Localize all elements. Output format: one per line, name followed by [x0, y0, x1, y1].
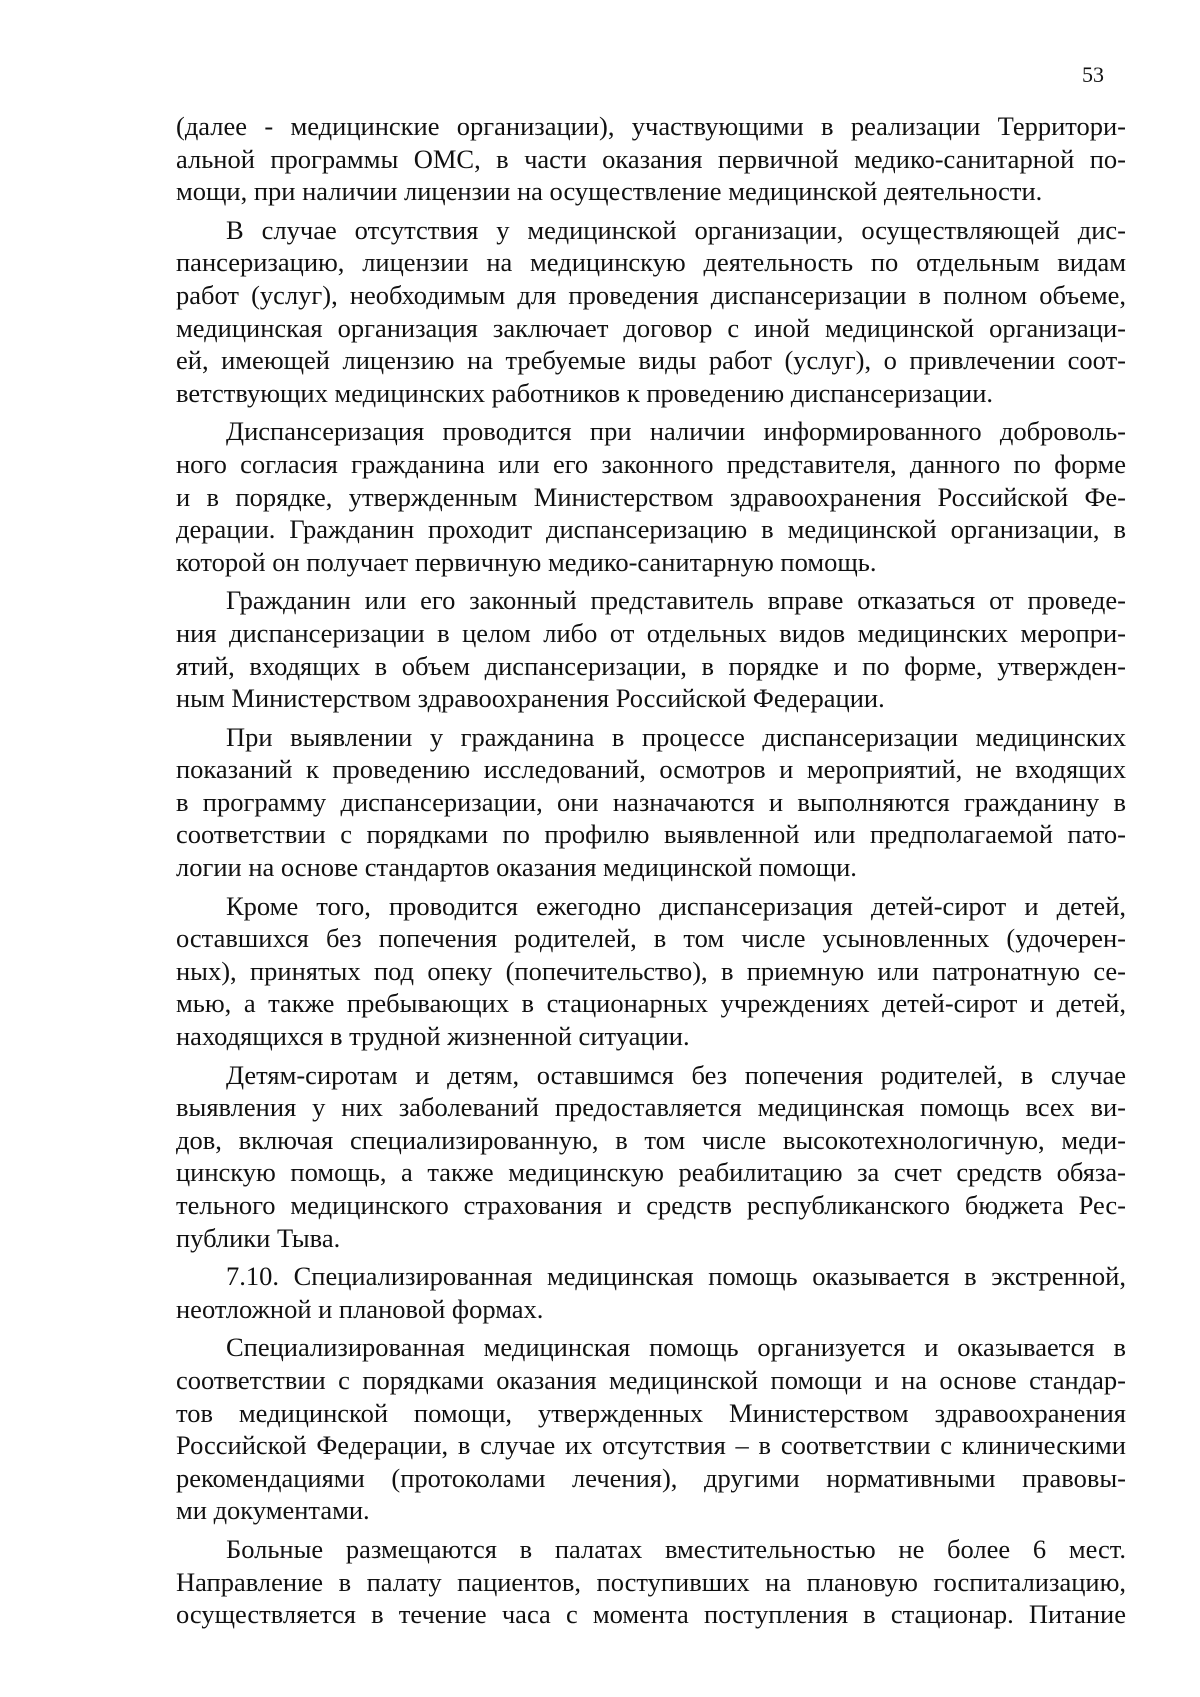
text-line: Больные размещаются в палатах вместительностью не более 6 мест. — [226, 1533, 1126, 1564]
text-line: ным Министерством здравоохранения Российской Федерации. — [176, 683, 885, 714]
paragraph — [176, 1331, 1126, 1527]
paragraph — [176, 214, 1126, 410]
page-number: 53 — [1082, 62, 1104, 87]
paragraph — [176, 721, 1126, 884]
text-line: и в порядке, утвержденным Министерством здравоохранения Российской Фе- — [176, 481, 1126, 512]
text-line: 7.10. Специализированная медицинская помощь оказывается в экстренной, — [226, 1261, 1126, 1292]
document-body — [176, 110, 1126, 1631]
text-line: Специализированная медицинская помощь организуется и оказывается в — [226, 1332, 1126, 1363]
text-line: Направление в палату пациентов, поступивших на плановую госпитализацию, — [176, 1566, 1126, 1597]
text-line: Детям-сиротам и детям, оставшимся без попечения родителей, в случае — [226, 1059, 1126, 1090]
text-line: ного согласия гражданина или его законного представителя, данного по форме — [176, 448, 1126, 479]
text-line: показаний к проведению исследований, осмотров и мероприятий, не входящих — [176, 754, 1126, 785]
text-line: ных), принятых под опеку (попечительство), в приемную или патронатную се- — [176, 955, 1126, 986]
text-line: Гражданин или его законный представитель вправе отказаться от проведе- — [226, 585, 1126, 616]
text-line: логии на основе стандартов оказания медицинской помощи. — [176, 852, 857, 883]
text-line: При выявлении у гражданина в процессе диспансеризации медицинских — [226, 721, 1126, 752]
paragraph — [176, 110, 1126, 208]
text-line: ей, имеющей лицензию на требуемые виды работ (услуг), о привлечении соот- — [176, 345, 1126, 376]
text-line: ветствующих медицинских работников к проведению диспансеризации. — [176, 377, 994, 408]
text-line: которой он получает первичную медико-санитарную помощь. — [176, 546, 877, 577]
text-line: ния диспансеризации в целом либо от отдельных видов медицинских меропри- — [176, 617, 1126, 648]
text-line: дов, включая специализированную, в том числе высокотехнологичную, меди- — [176, 1124, 1126, 1155]
text-line: тельного медицинского страхования и средств республиканского бюджета Рес- — [176, 1190, 1126, 1220]
text-line: медицинская организация заключает договор с иной медицинской организаци- — [176, 312, 1126, 343]
text-line: находящихся в трудной жизненной ситуации. — [176, 1021, 690, 1052]
text-line: осуществляется в течение часа с момента поступления в стационар. Питание — [176, 1599, 1126, 1630]
text-line: выявления у них заболеваний предоставляется медицинская помощь всех ви- — [176, 1092, 1126, 1123]
text-line: цинскую помощь, а также медицинскую реабилитацию за счет средств обяза- — [176, 1157, 1126, 1188]
text-line: Кроме того, проводится ежегодно диспансеризация детей-сирот и детей, — [226, 890, 1126, 921]
text-line: (далее - медицинские организации), участвующими в реализации Территори- — [176, 111, 1126, 141]
paragraph — [176, 1533, 1126, 1631]
text-line: оставшихся без попечения родителей, в том числе усыновленных (удочерен- — [176, 923, 1126, 954]
text-line: альной программы ОМС, в части оказания первичной медико-санитарной по- — [176, 143, 1126, 174]
text-line: ятий, входящих в объем диспансеризации, в порядке и по форме, утвержден- — [176, 650, 1126, 681]
paragraph — [176, 415, 1126, 578]
paragraph — [176, 1260, 1126, 1325]
text-line: Диспансеризация проводится при наличии информированного доброволь- — [226, 416, 1126, 447]
text-line: мощи, при наличии лицензии на осуществление медицинской деятельности. — [176, 176, 1043, 207]
text-line: дерации. Гражданин проходит диспансеризацию в медицинской организации, в — [176, 514, 1126, 545]
text-line: неотложной и плановой формах. — [176, 1293, 544, 1324]
text-line: работ (услуг), необходимым для проведения диспансеризации в полном объеме, — [176, 279, 1126, 310]
text-line: тов медицинской помощи, утвержденных Министерством здравоохранения — [176, 1397, 1126, 1428]
text-line: В случае отсутствия у медицинской организации, осуществляющей дис- — [226, 214, 1126, 245]
text-line: пансеризацию, лицензии на медицинскую деятельность по отдельным видам — [176, 247, 1126, 278]
text-line: ми документами. — [176, 1495, 370, 1526]
text-line: соответствии с порядками по профилю выявленной или предполагаемой пато- — [176, 819, 1126, 850]
paragraph — [176, 890, 1126, 1053]
text-line: мью, а также пребывающих в стационарных учреждениях детей-сирот и детей, — [176, 988, 1126, 1019]
text-line: Российской Федерации, в случае их отсутствия – в соответствии с клиническими — [176, 1430, 1126, 1461]
text-line: соответствии с порядками оказания медицинской помощи и на основе стандар- — [176, 1364, 1126, 1395]
text-line: рекомендациями (протоколами лечения), другими нормативными правовы- — [176, 1462, 1126, 1493]
text-line: в программу диспансеризации, они назначаются и выполняются гражданину в — [176, 786, 1126, 817]
paragraph — [176, 1059, 1126, 1255]
paragraph — [176, 584, 1126, 714]
text-line: публики Тыва. — [176, 1222, 341, 1253]
